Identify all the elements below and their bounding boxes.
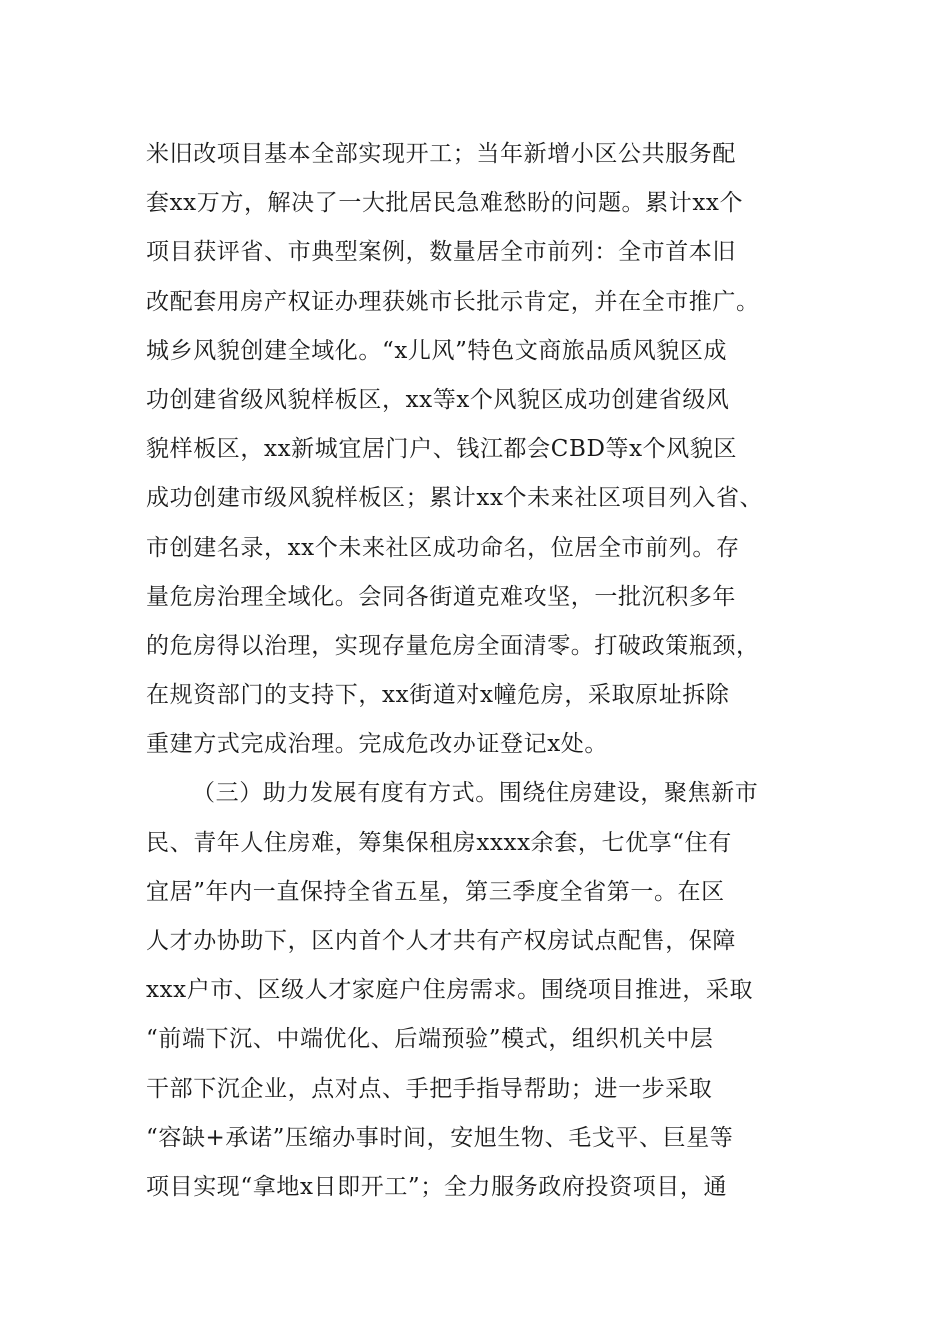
text-line: “容缺+承诺”压缩办事时间，安旭生物、毛戈平、巨星等 xyxy=(146,1124,734,1151)
text-line: 市创建名录，xx个未来社区成功命名，位居全市前列。存 xyxy=(146,534,740,561)
text-line: 成功创建市级风貌样板区；累计xx个未来社区项目列入省、 xyxy=(146,485,764,512)
section-heading-line: （三）助力发展有度有方式。围绕住房建设，聚焦新市 xyxy=(192,780,759,807)
text-line: xxx户市、区级人才家庭户住房需求。围绕项目推进，采取 xyxy=(146,977,754,1004)
text-line: 人才办协助下，区内首个人才共有产权房试点配售，保障 xyxy=(146,928,736,954)
text-line: 干部下沉企业，点对点、手把手指导帮助；进一步采取 xyxy=(146,1075,713,1102)
text-line: 貌样板区，xx新城宜居门户、钱江都会CBD等x个风貌区 xyxy=(146,436,738,463)
body-text xyxy=(146,130,816,1212)
text-line: 在规资部门的支持下，xx街道对x幢危房，采取原址拆除 xyxy=(146,682,730,709)
text-line: 项目获评省、市典型案例，数量居全市前列：全市首本旧 xyxy=(146,239,736,266)
text-line: 宜居”年内一直保持全省五星，第三季度全省第一。在区 xyxy=(146,878,725,905)
text-line: 民、青年人住房难，筹集保租房xxxx余套，七优享“住有 xyxy=(146,829,732,856)
text-line: 量危房治理全域化。会同各街道克难攻坚，一批沉积多年 xyxy=(146,583,736,610)
text-line: 的危房得以治理，实现存量危房全面清零。打破政策瓶颈， xyxy=(146,632,760,659)
text-line: 套xx万方，解决了一大批居民急难愁盼的问题。累计xx个 xyxy=(146,190,744,217)
text-line: 功创建省级风貌样板区，xx等x个风貌区成功创建省级风 xyxy=(146,386,730,413)
text-line: 米旧改项目基本全部实现开工；当年新增小区公共服务配 xyxy=(146,141,736,167)
text-line: “前端下沉、中端优化、后端预验”模式，组织机关中层 xyxy=(146,1026,714,1053)
text-line: 重建方式完成治理。完成危改办证登记x处。 xyxy=(146,731,608,758)
text-line: 城乡风貌创建全域化。“x儿风”特色文商旅品质风貌区成 xyxy=(146,337,728,364)
text-line: 项目实现“拿地x日即开工”；全力服务政府投资项目，通 xyxy=(146,1173,728,1200)
text-line: 改配套用房产权证办理获姚市长批示肯定，并在全市推广。 xyxy=(146,288,760,315)
